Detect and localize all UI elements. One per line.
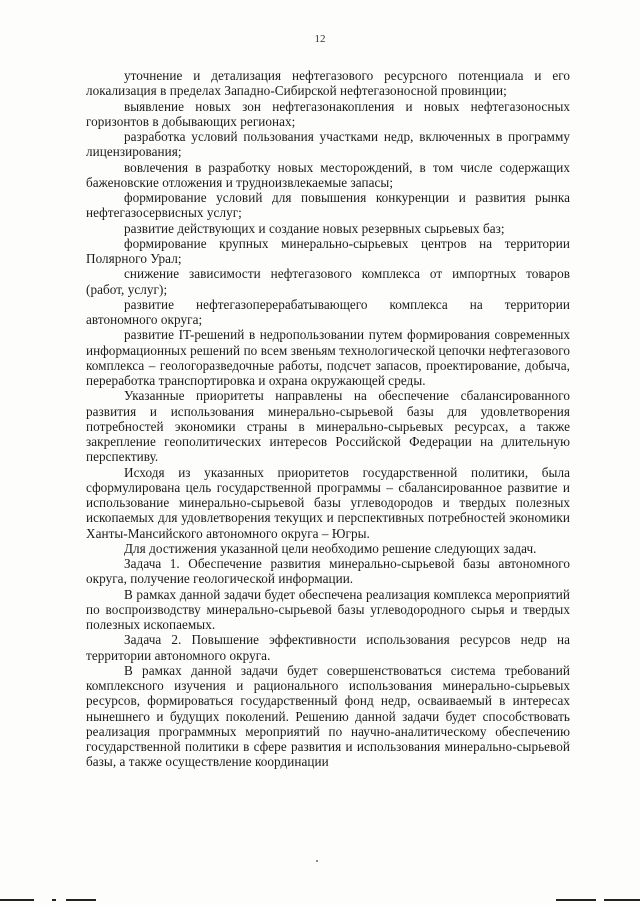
paragraph: Задача 2. Повышение эффективности использования ресурсов недр на территории автономного округа. bbox=[86, 632, 570, 663]
paragraph: снижение зависимости нефтегазового комплекса от импортных товаров (работ, услуг); bbox=[86, 266, 570, 297]
scan-edge-mark bbox=[604, 899, 640, 901]
paragraph: В рамках данной задачи будет совершенствоваться система требований комплексного изучения и рационального использования минерально-сырьевых ресурсов, формироваться государственный фонд недр, осваиваемый в интересах нынешнего и будущих поколений. Решению данной задачи будет способствовать реализация программных мероприятий по научно-аналитическому обеспечению государственной политики в сфере развития и использования минерально-сырьевой базы, а также осуществление координации bbox=[86, 662, 570, 770]
document-body bbox=[86, 68, 570, 770]
paragraph: разработка условий пользования участками недр, включенных в программу лицензирования; bbox=[86, 129, 570, 160]
paragraph: вовлечения в разработку новых месторождений, в том числе содержащих баженовские отложения и трудноизвлекаемые запасы; bbox=[86, 159, 570, 190]
paragraph: В рамках данной задачи будет обеспечена реализация комплекса мероприятий по воспроизводству минерально-сырьевой базы углеводородного сырья и твердых полезных ископаемых. bbox=[86, 586, 570, 632]
paragraph: развитие IT-решений в недропользовании путем формирования современных информационных решений по всем звеньям технологической цепочки нефтегазового комплекса – геологоразведочные работы, подсчет запасов, проектирование, добыча, переработка транспортировка и охрана окружающей среды. bbox=[86, 327, 570, 388]
paragraph: развитие нефтегазоперерабатывающего комплекса на территории автономного округа; bbox=[86, 296, 570, 327]
paragraph: Задача 1. Обеспечение развития минерально-сырьевой базы автономного округа, получение геологической информации. bbox=[86, 556, 570, 587]
scan-edge-mark bbox=[66, 899, 96, 901]
paragraph: выявление новых зон нефтегазонакопления и новых нефтегазоносных горизонтов в добывающих регионах; bbox=[86, 98, 570, 129]
paragraph: Указанные приоритеты направлены на обеспечение сбалансированного развития и использования минерально-сырьевой базы для удовлетворения потребностей экономики страны в минерально-сырьевых ресурсах, а также закрепление геополитических интересов Российской Федерации на длительную перспективу. bbox=[86, 388, 570, 465]
scan-artifact bbox=[316, 860, 318, 862]
paragraph: формирование крупных минерально-сырьевых центров на территории Полярного Урал; bbox=[86, 235, 570, 266]
paragraph: Исходя из указанных приоритетов государственной политики, была сформулирована цель государственной программы – сбалансированное развитие и использование минерально-сырьевой базы углеводородов и твердых полезных ископаемых для удовлетворения текущих и перспективных потребностей экономики Ханты-Мансийского автономного округа – Югры. bbox=[86, 464, 570, 541]
paragraph: формирование условий для повышения конкуренции и развития рынка нефтегазосервисных услуг; bbox=[86, 190, 570, 221]
scan-edge-mark bbox=[0, 899, 34, 901]
scan-edge-mark bbox=[556, 899, 596, 901]
scan-bottom-edge bbox=[0, 899, 640, 903]
paragraph: Для достижения указанной цели необходимо решение следующих задач. bbox=[124, 540, 537, 556]
paragraph: уточнение и детализация нефтегазового ресурсного потенциала и его локализация в пределах Западно-Сибирской нефтегазоносной провинции; bbox=[86, 68, 570, 99]
page-number: 12 bbox=[314, 33, 326, 45]
paragraph: развитие действующих и создание новых резервных сырьевых баз; bbox=[124, 220, 505, 236]
scan-edge-mark bbox=[52, 899, 56, 901]
